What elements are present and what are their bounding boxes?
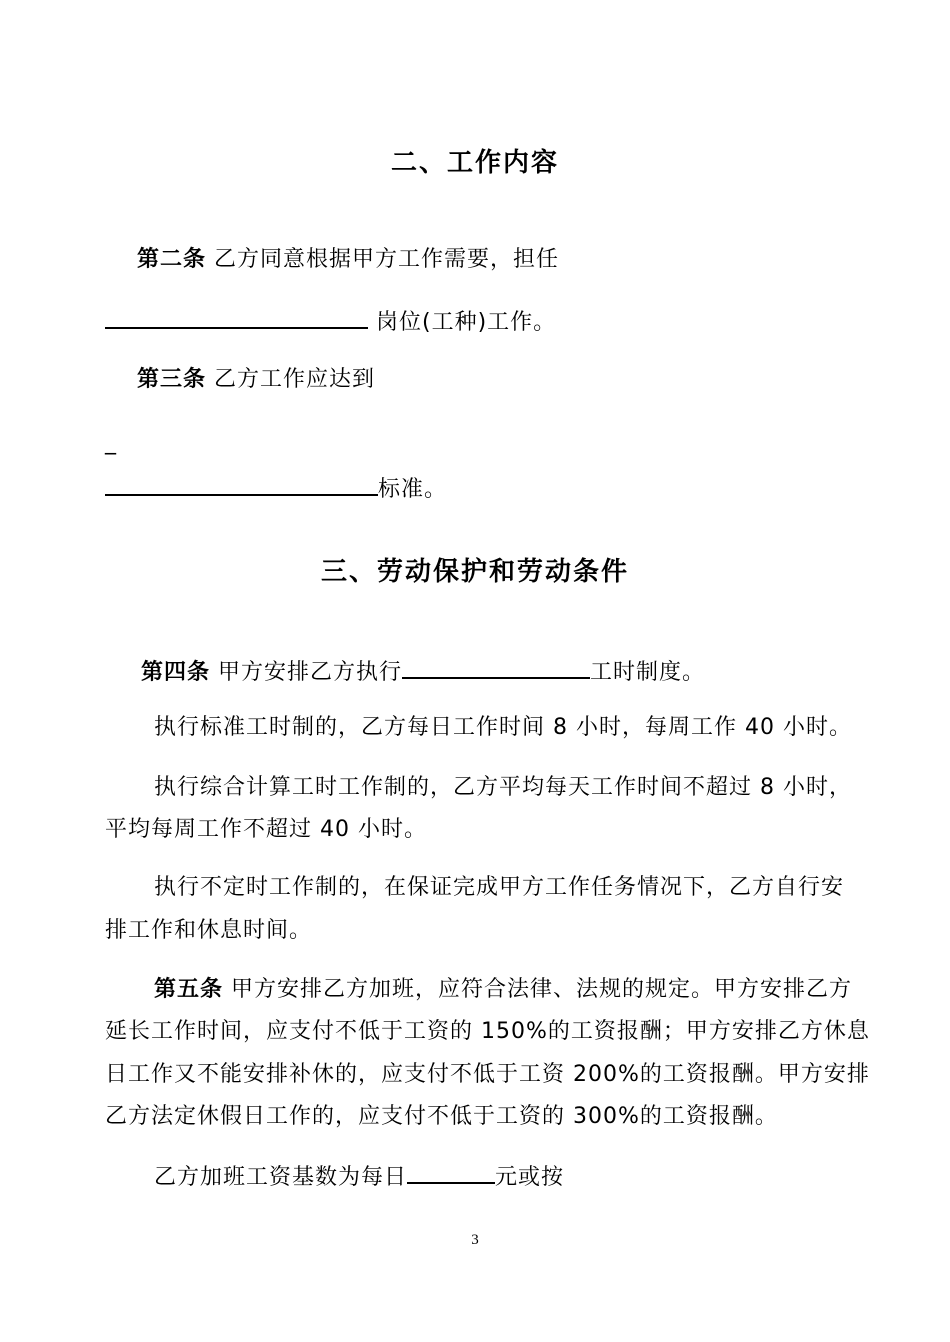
article-2-text: 乙方同意根据甲方工作需要，担任 [214, 247, 560, 272]
page-number: 3 [471, 1232, 479, 1248]
article-5-line-3: 日工作又不能安排补休的，应支付不低于工资 200%的工资报酬。甲方安排 [105, 1062, 870, 1087]
paragraph-comprehensive-hours-2: 平均每周工作不超过 40 小时。 [105, 817, 427, 842]
overtime-base-text-2: 元或按 [495, 1165, 565, 1190]
position-blank[interactable] [105, 305, 368, 329]
article-3-dash: _ [105, 430, 117, 455]
overtime-base-blank[interactable] [407, 1160, 495, 1184]
paragraph-comprehensive-hours-1: 执行综合计算工时工作制的，乙方平均每天工作时间不超过 8 小时， [154, 775, 852, 800]
article-5-label: 第五条 [154, 977, 224, 1002]
section-heading-work-content: 二、工作内容 [390, 148, 559, 178]
article-2-text-2: 岗位(工种)工作。 [376, 310, 557, 335]
paragraph-flexible-hours-1: 执行不定时工作制的，在保证完成甲方工作任务情况下，乙方自行安 [154, 875, 845, 900]
article-3-label: 第三条 [137, 367, 207, 392]
overtime-base-line [154, 1160, 564, 1193]
article-2-line-1 [137, 245, 559, 275]
article-2-line-2 [105, 305, 556, 338]
article-5-text-1: 甲方安排乙方加班，应符合法律、法规的规定。甲方安排乙方 [231, 977, 853, 1002]
standard-blank[interactable] [105, 472, 378, 496]
article-3-text: 乙方工作应达到 [214, 367, 376, 392]
paragraph-standard-hours: 执行标准工时制的，乙方每日工作时间 8 小时，每周工作 40 小时。 [154, 715, 852, 740]
article-4-label: 第四条 [141, 660, 211, 685]
section-heading-labor-protection: 三、劳动保护和劳动条件 [320, 557, 629, 587]
work-hours-blank[interactable] [402, 655, 590, 679]
paragraph-flexible-hours-2: 排工作和休息时间。 [105, 918, 313, 943]
overtime-base-text: 乙方加班工资基数为每日 [154, 1165, 408, 1190]
article-5-line-1 [154, 975, 852, 1005]
article-4-text: 甲方安排乙方执行 [218, 660, 403, 685]
article-5-line-2: 延长工作时间，应支付不低于工资的 150%的工资报酬；甲方安排乙方休息 [105, 1019, 870, 1044]
article-3-line-1 [137, 365, 375, 395]
article-5-line-4: 乙方法定休假日工作的，应支付不低于工资的 300%的工资报酬。 [105, 1104, 778, 1129]
article-4-text-2: 工时制度。 [590, 660, 706, 685]
article-2-label: 第二条 [137, 247, 207, 272]
article-4-line [141, 655, 705, 688]
article-3-text-2: 标准。 [378, 477, 448, 502]
article-3-line-2 [105, 472, 447, 505]
